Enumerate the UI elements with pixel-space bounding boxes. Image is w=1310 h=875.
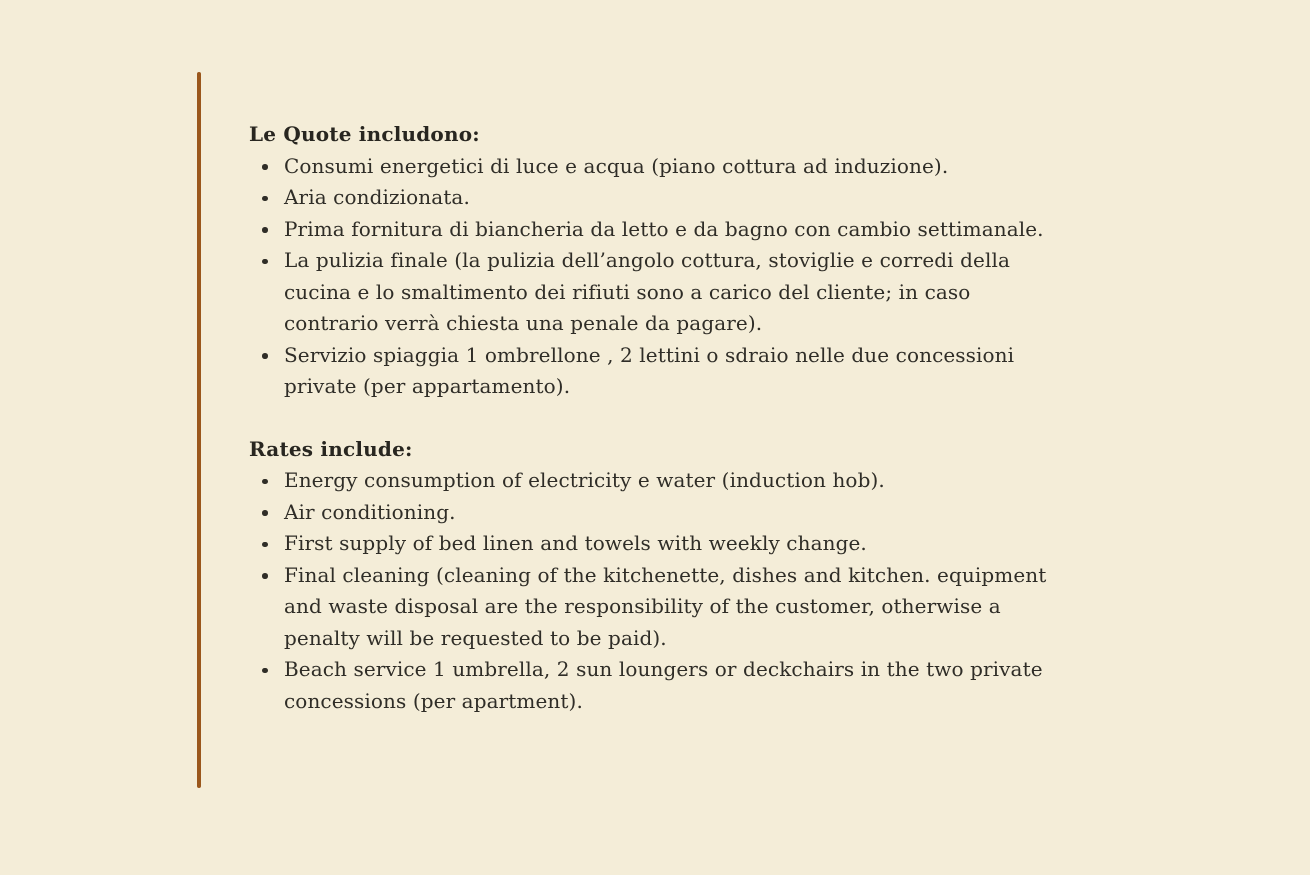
document-body bbox=[249, 119, 1054, 717]
list-item: Air conditioning. bbox=[249, 497, 1054, 529]
bullet-list-english bbox=[249, 465, 1054, 717]
list-item: Beach service 1 umbrella, 2 sun loungers or deckchairs in the two private concessions (per apartment). bbox=[249, 654, 1054, 717]
vertical-accent-line bbox=[197, 72, 201, 788]
list-item: La pulizia finale (la pulizia dell’angolo cottura, stoviglie e corredi della cucina e lo smaltimento dei rifiuti sono a carico del cliente; in caso contrario verrà chiesta una penale da pagare). bbox=[249, 245, 1054, 340]
section-heading-english: Rates include: bbox=[249, 436, 413, 461]
section-italian-terms bbox=[249, 119, 1054, 403]
bullet-list-italian bbox=[249, 151, 1054, 403]
section-english-terms bbox=[249, 434, 1054, 718]
list-item: Consumi energetici di luce e acqua (piano cottura ad induzione). bbox=[249, 151, 1054, 183]
list-item: Energy consumption of electricity e water (induction hob). bbox=[249, 465, 1054, 497]
list-item: Servizio spiaggia 1 ombrellone , 2 lettini o sdraio nelle due concessioni private (per appartamento). bbox=[249, 340, 1054, 403]
list-item: First supply of bed linen and towels with weekly change. bbox=[249, 528, 1054, 560]
section-heading-italian: Le Quote includono: bbox=[249, 122, 480, 146]
list-item: Final cleaning (cleaning of the kitchenette, dishes and kitchen. equipment and waste disposal are the responsibility of the customer, otherwise a penalty will be requested to be paid). bbox=[249, 560, 1054, 655]
list-item: Aria condizionata. bbox=[249, 182, 1054, 214]
list-item: Prima fornitura di biancheria da letto e da bagno con cambio settimanale. bbox=[249, 214, 1054, 246]
